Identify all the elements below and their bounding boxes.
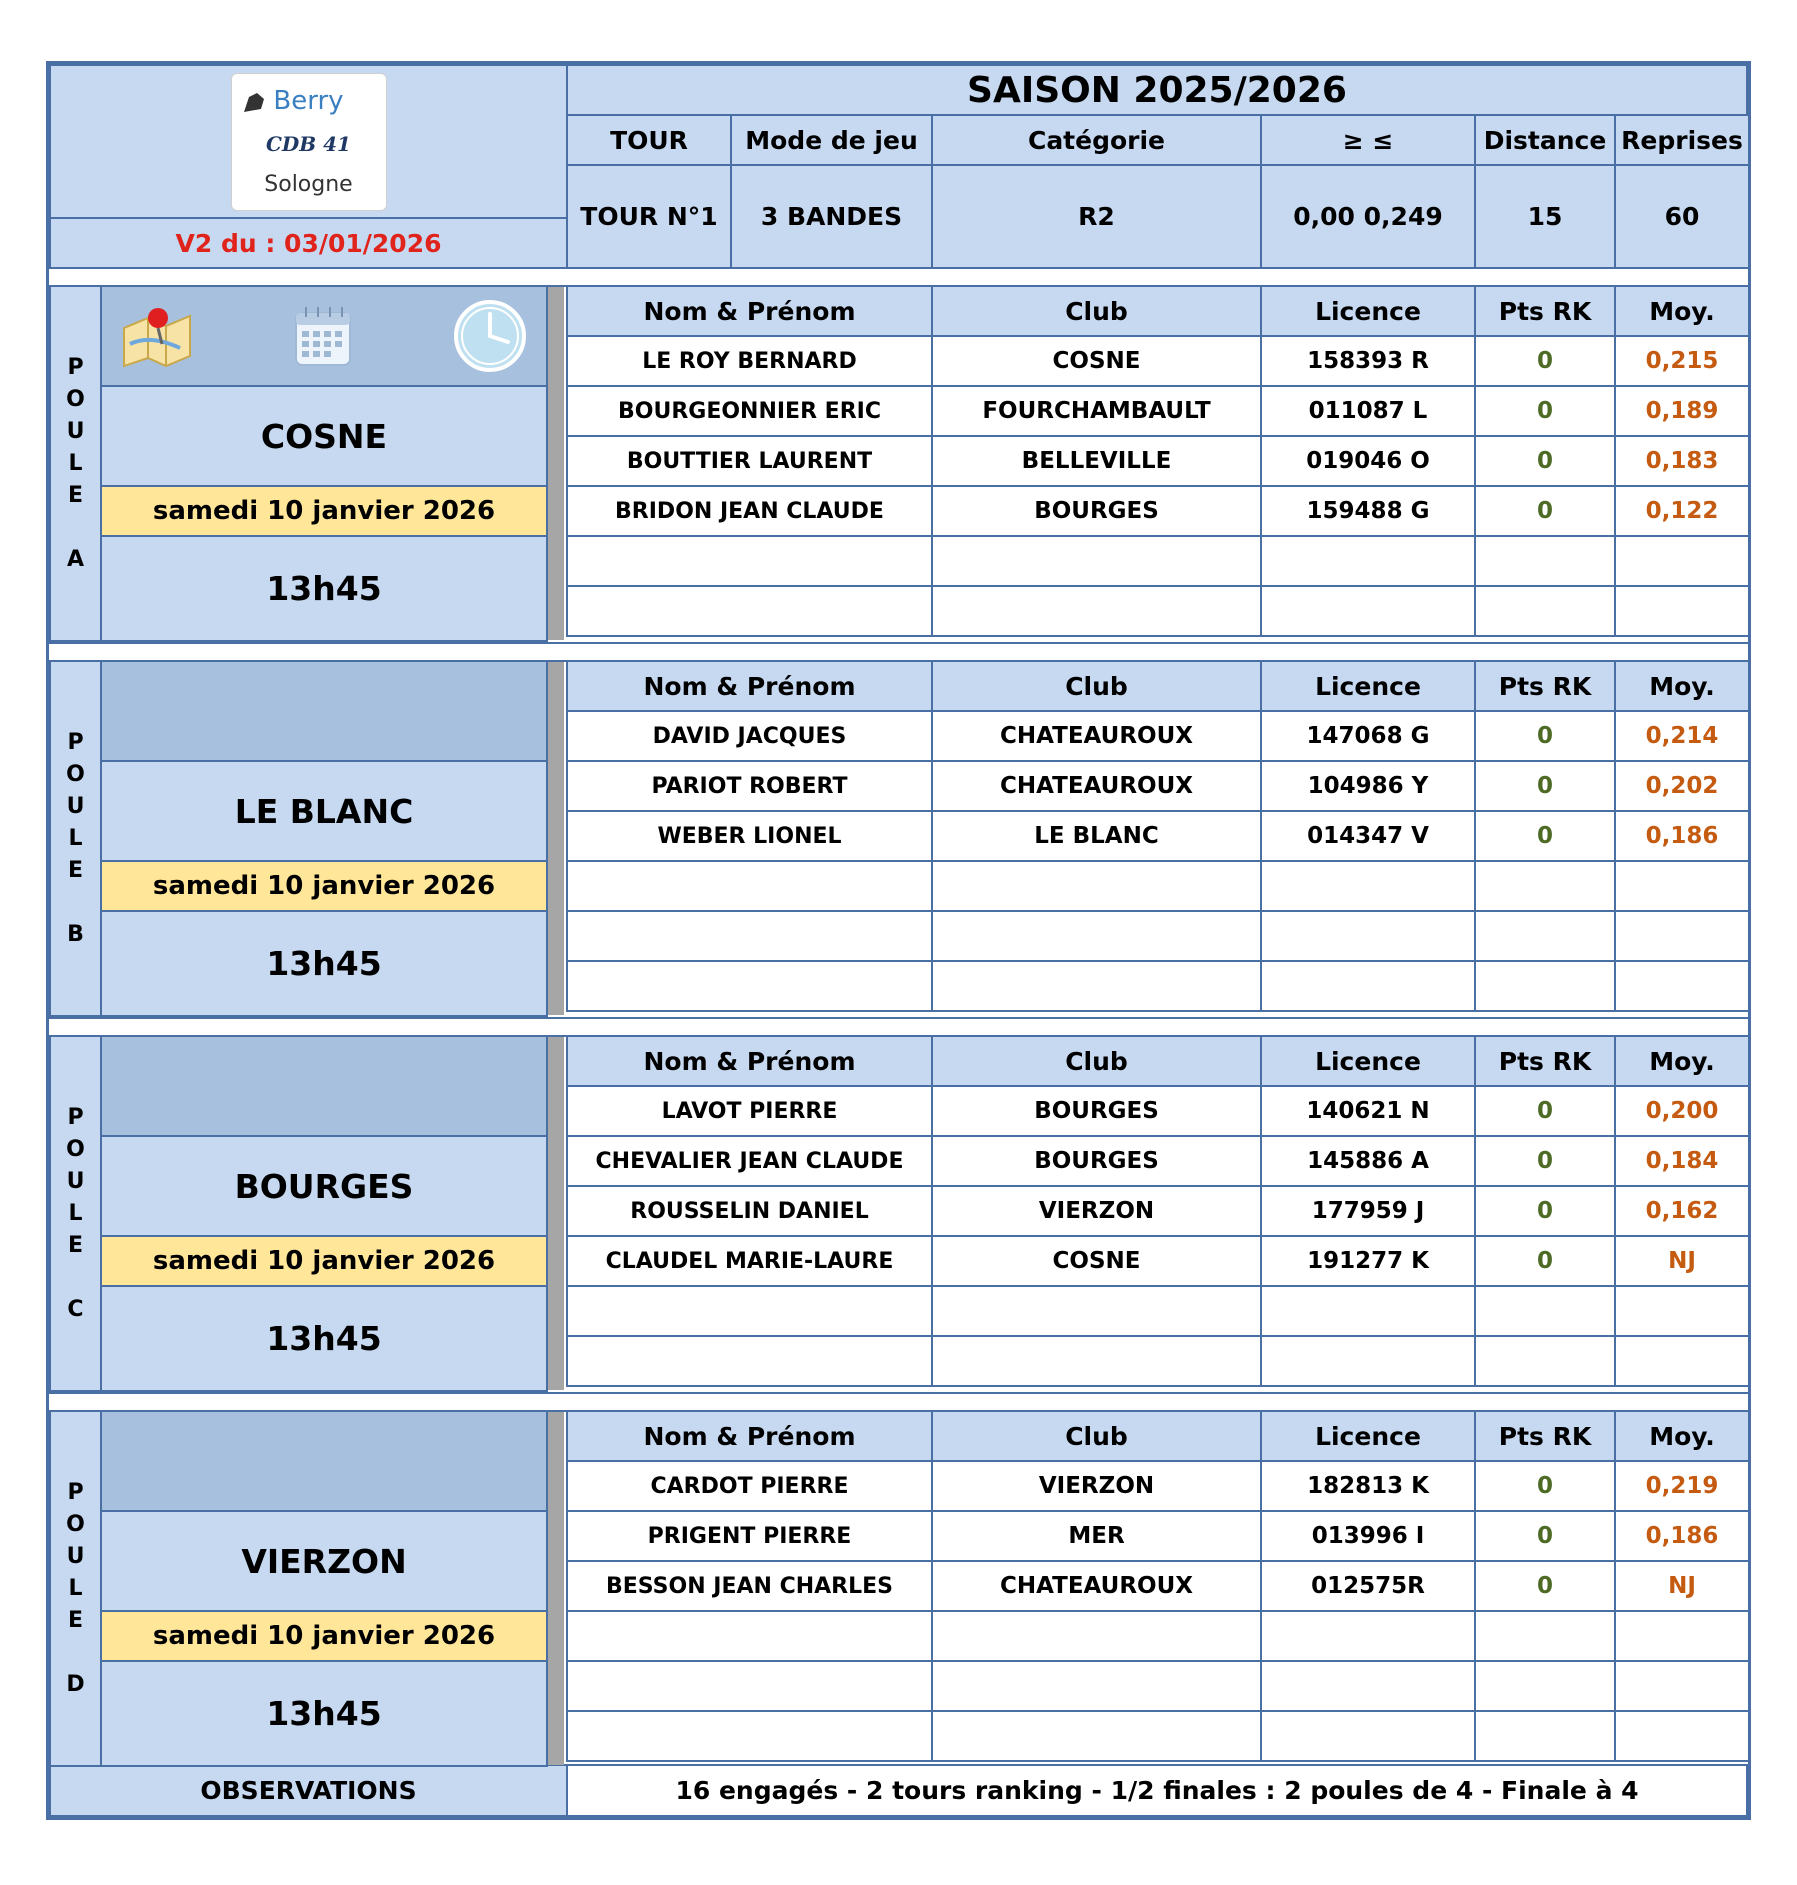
tournament-sheet (46, 61, 1751, 1820)
poule-separator-0 (548, 287, 564, 640)
empty-cell (931, 535, 1262, 587)
empty-cell (566, 585, 933, 637)
col-range-header: ≥ ≤ (1260, 114, 1476, 166)
poule-label-letter: L (68, 450, 83, 476)
poule-time-2: 13h45 (100, 1285, 548, 1392)
col-distance-header: Distance (1474, 114, 1616, 166)
empty-cell (566, 1710, 933, 1762)
col-categorie-header: Catégorie (931, 114, 1262, 166)
poule-time-3: 13h45 (100, 1660, 548, 1767)
player-club: CHATEAUROUX (931, 710, 1262, 762)
empty-cell (1260, 960, 1476, 1012)
player-moy: 0,200 (1614, 1085, 1750, 1137)
col-range-value: 0,00 0,249 (1260, 164, 1476, 269)
empty-cell (566, 535, 933, 587)
player-club: MER (931, 1510, 1262, 1562)
poule-date-0: samedi 10 janvier 2026 (100, 485, 548, 537)
col-pts-header: Pts RK (1474, 1035, 1616, 1087)
player-pts: 0 (1474, 335, 1616, 387)
col-tour-value: TOUR N°1 (566, 164, 732, 269)
col-club-header: Club (931, 660, 1262, 712)
player-pts: 0 (1474, 1460, 1616, 1512)
poule-label-2 (49, 1035, 102, 1392)
player-pts: 0 (1474, 1510, 1616, 1562)
player-club: BELLEVILLE (931, 435, 1262, 487)
player-name: LAVOT PIERRE (566, 1085, 933, 1137)
player-pts: 0 (1474, 435, 1616, 487)
empty-cell (1474, 1610, 1616, 1662)
logo (231, 73, 387, 211)
player-club: BOURGES (931, 1135, 1262, 1187)
empty-cell (1614, 960, 1750, 1012)
col-licence-header: Licence (1260, 1035, 1476, 1087)
poule-label-letter: E (67, 1232, 84, 1258)
player-licence: 011087 L (1260, 385, 1476, 437)
empty-cell (1260, 535, 1476, 587)
poule-label-letter: P (67, 354, 84, 380)
empty-cell (1614, 910, 1750, 962)
player-licence: 177959 J (1260, 1185, 1476, 1237)
player-name: BRIDON JEAN CLAUDE (566, 485, 933, 537)
empty-cell (1474, 535, 1616, 587)
logo-line-cdb41: CDB 41 (266, 131, 351, 156)
player-pts: 0 (1474, 810, 1616, 862)
calendar-icon (290, 303, 356, 369)
poule-label-letter: E (67, 482, 84, 508)
player-club: COSNE (931, 335, 1262, 387)
version-label: V2 du : 03/01/2026 (49, 217, 568, 269)
empty-cell (1260, 1710, 1476, 1762)
map-pin-icon (120, 304, 194, 368)
player-licence: 019046 O (1260, 435, 1476, 487)
player-licence: 182813 K (1260, 1460, 1476, 1512)
empty-cell (1260, 910, 1476, 962)
player-club: COSNE (931, 1235, 1262, 1287)
empty-cell (1614, 1610, 1750, 1662)
col-nom-header: Nom & Prénom (566, 1410, 933, 1462)
player-pts: 0 (1474, 710, 1616, 762)
empty-cell (566, 1660, 933, 1712)
empty-cell (1260, 1285, 1476, 1337)
player-pts: 0 (1474, 1135, 1616, 1187)
empty-cell (1474, 1660, 1616, 1712)
season-title: SAISON 2025/2026 (566, 64, 1748, 116)
poule-label-letter: E (67, 857, 84, 883)
poule-label-letter: O (66, 761, 85, 787)
poule-city-0: COSNE (100, 385, 548, 487)
empty-cell (931, 1610, 1262, 1662)
col-moy-header: Moy. (1614, 1410, 1750, 1462)
player-name: WEBER LIONEL (566, 810, 933, 862)
player-moy: 0,183 (1614, 435, 1750, 487)
player-club: BOURGES (931, 485, 1262, 537)
player-licence: 191277 K (1260, 1235, 1476, 1287)
col-distance-value: 15 (1474, 164, 1616, 269)
empty-cell (1614, 860, 1750, 912)
empty-cell (566, 1335, 933, 1387)
player-name: CLAUDEL MARIE-LAURE (566, 1235, 933, 1287)
col-club-header: Club (931, 1035, 1262, 1087)
col-nom-header: Nom & Prénom (566, 285, 933, 337)
poule-label-letter: U (66, 1168, 85, 1194)
player-name: DAVID JACQUES (566, 710, 933, 762)
player-moy: 0,184 (1614, 1135, 1750, 1187)
poule-date-2: samedi 10 janvier 2026 (100, 1235, 548, 1287)
poule-time-1: 13h45 (100, 910, 548, 1017)
poule-label-letter: U (66, 1543, 85, 1569)
poule-label-letter: O (66, 386, 85, 412)
player-name: BOUTTIER LAURENT (566, 435, 933, 487)
player-pts: 0 (1474, 1560, 1616, 1612)
player-name: CARDOT PIERRE (566, 1460, 933, 1512)
player-moy: 0,202 (1614, 760, 1750, 812)
player-moy: 0,214 (1614, 710, 1750, 762)
empty-cell (566, 860, 933, 912)
empty-cell (1614, 1710, 1750, 1762)
col-categorie-value: R2 (931, 164, 1262, 269)
goat-logo-icon (239, 87, 279, 117)
poule-label-3 (49, 1410, 102, 1767)
player-moy: 0,162 (1614, 1185, 1750, 1237)
player-club: LE BLANC (931, 810, 1262, 862)
empty-cell (931, 1660, 1262, 1712)
poule-label-letter: L (68, 1575, 83, 1601)
empty-cell (931, 910, 1262, 962)
poule-label-letter: P (67, 1479, 84, 1505)
poule-city-2: BOURGES (100, 1135, 548, 1237)
player-moy: 0,215 (1614, 335, 1750, 387)
player-name: PRIGENT PIERRE (566, 1510, 933, 1562)
col-licence-header: Licence (1260, 1410, 1476, 1462)
empty-cell (931, 585, 1262, 637)
empty-cell (566, 1610, 933, 1662)
logo-line-berry: Berry (273, 85, 344, 116)
player-moy: NJ (1614, 1560, 1750, 1612)
player-licence: 104986 Y (1260, 760, 1476, 812)
col-club-header: Club (931, 1410, 1262, 1462)
empty-cell (566, 910, 933, 962)
poule-label-letter: D (66, 1671, 85, 1697)
poule-separator-3 (548, 1412, 564, 1765)
col-club-header: Club (931, 285, 1262, 337)
player-licence: 158393 R (1260, 335, 1476, 387)
observations-label: OBSERVATIONS (49, 1764, 568, 1817)
poule-label-letter: L (68, 825, 83, 851)
col-nom-header: Nom & Prénom (566, 1035, 933, 1087)
empty-cell (1260, 585, 1476, 637)
poule-date-3: samedi 10 janvier 2026 (100, 1610, 548, 1662)
player-moy: 0,186 (1614, 810, 1750, 862)
player-name: CHEVALIER JEAN CLAUDE (566, 1135, 933, 1187)
logo-line-sologne: Sologne (264, 172, 353, 198)
player-moy: 0,219 (1614, 1460, 1750, 1512)
player-licence: 014347 V (1260, 810, 1476, 862)
player-licence: 012575R (1260, 1560, 1476, 1612)
empty-cell (931, 960, 1262, 1012)
poule-label-letter: U (66, 418, 85, 444)
empty-cell (1474, 585, 1616, 637)
player-pts: 0 (1474, 385, 1616, 437)
col-pts-header: Pts RK (1474, 1410, 1616, 1462)
poule-label-letter: C (67, 1296, 84, 1322)
poule-icon-area-2 (100, 1035, 548, 1137)
poule-label-1 (49, 660, 102, 1017)
empty-cell (1260, 1335, 1476, 1387)
col-licence-header: Licence (1260, 660, 1476, 712)
poule-spacer-line (49, 1392, 1748, 1394)
player-licence: 159488 G (1260, 485, 1476, 537)
col-tour-header: TOUR (566, 114, 732, 166)
poule-label-letter: U (66, 793, 85, 819)
empty-cell (1614, 535, 1750, 587)
col-moy-header: Moy. (1614, 1035, 1750, 1087)
poule-time-0: 13h45 (100, 535, 548, 642)
col-moy-header: Moy. (1614, 285, 1750, 337)
col-mode-value: 3 BANDES (730, 164, 933, 269)
col-pts-header: Pts RK (1474, 285, 1616, 337)
col-nom-header: Nom & Prénom (566, 660, 933, 712)
poule-label-letter: E (67, 1607, 84, 1633)
empty-cell (1614, 585, 1750, 637)
empty-cell (1260, 1660, 1476, 1712)
player-moy: 0,122 (1614, 485, 1750, 537)
player-moy: NJ (1614, 1235, 1750, 1287)
player-pts: 0 (1474, 760, 1616, 812)
col-reprises-value: 60 (1614, 164, 1750, 269)
poule-date-1: samedi 10 janvier 2026 (100, 860, 548, 912)
empty-cell (931, 1335, 1262, 1387)
poule-separator-2 (548, 1037, 564, 1390)
empty-cell (1614, 1335, 1750, 1387)
player-club: FOURCHAMBAULT (931, 385, 1262, 437)
empty-cell (1474, 960, 1616, 1012)
player-club: BOURGES (931, 1085, 1262, 1137)
player-licence: 140621 N (1260, 1085, 1476, 1137)
empty-cell (931, 860, 1262, 912)
player-name: ROUSSELIN DANIEL (566, 1185, 933, 1237)
player-pts: 0 (1474, 1085, 1616, 1137)
empty-cell (1614, 1285, 1750, 1337)
poule-label-letter: P (67, 1104, 84, 1130)
empty-cell (566, 960, 933, 1012)
player-moy: 0,189 (1614, 385, 1750, 437)
player-pts: 0 (1474, 485, 1616, 537)
empty-cell (931, 1285, 1262, 1337)
logo-area (49, 64, 568, 219)
player-pts: 0 (1474, 1235, 1616, 1287)
poule-label-letter: L (68, 1200, 83, 1226)
player-pts: 0 (1474, 1185, 1616, 1237)
poule-label-letter: P (67, 729, 84, 755)
col-mode-header: Mode de jeu (730, 114, 933, 166)
poule-label-letter: O (66, 1511, 85, 1537)
empty-cell (1614, 1660, 1750, 1712)
player-club: CHATEAUROUX (931, 1560, 1262, 1612)
player-club: CHATEAUROUX (931, 760, 1262, 812)
observations-text: 16 engagés - 2 tours ranking - 1/2 finales : 2 poules de 4 - Finale à 4 (566, 1764, 1748, 1817)
empty-cell (1474, 910, 1616, 962)
empty-cell (1474, 860, 1616, 912)
empty-cell (1474, 1710, 1616, 1762)
empty-cell (1260, 1610, 1476, 1662)
poule-icon-area-0 (100, 285, 548, 387)
player-name: BOURGEONNIER ERIC (566, 385, 933, 437)
empty-cell (1474, 1335, 1616, 1387)
player-club: VIERZON (931, 1185, 1262, 1237)
poule-label-letter: B (67, 921, 84, 947)
poule-city-3: VIERZON (100, 1510, 548, 1612)
col-reprises-header: Reprises (1614, 114, 1750, 166)
player-licence: 013996 I (1260, 1510, 1476, 1562)
player-club: VIERZON (931, 1460, 1262, 1512)
col-licence-header: Licence (1260, 285, 1476, 337)
player-name: LE ROY BERNARD (566, 335, 933, 387)
player-licence: 147068 G (1260, 710, 1476, 762)
player-name: BESSON JEAN CHARLES (566, 1560, 933, 1612)
poule-spacer-line (49, 642, 1748, 644)
poule-label-letter: A (66, 546, 85, 572)
col-pts-header: Pts RK (1474, 660, 1616, 712)
player-licence: 145886 A (1260, 1135, 1476, 1187)
player-name: PARIOT ROBERT (566, 760, 933, 812)
empty-cell (1474, 1285, 1616, 1337)
poule-icon-area-3 (100, 1410, 548, 1512)
player-moy: 0,186 (1614, 1510, 1750, 1562)
poule-separator-1 (548, 662, 564, 1015)
empty-cell (566, 1285, 933, 1337)
poule-label-0 (49, 285, 102, 642)
empty-cell (931, 1710, 1262, 1762)
col-moy-header: Moy. (1614, 660, 1750, 712)
poule-spacer-line (49, 1017, 1748, 1019)
poule-icon-area-1 (100, 660, 548, 762)
empty-cell (1260, 860, 1476, 912)
poule-label-letter: O (66, 1136, 85, 1162)
poule-city-1: LE BLANC (100, 760, 548, 862)
clock-icon (452, 298, 528, 374)
